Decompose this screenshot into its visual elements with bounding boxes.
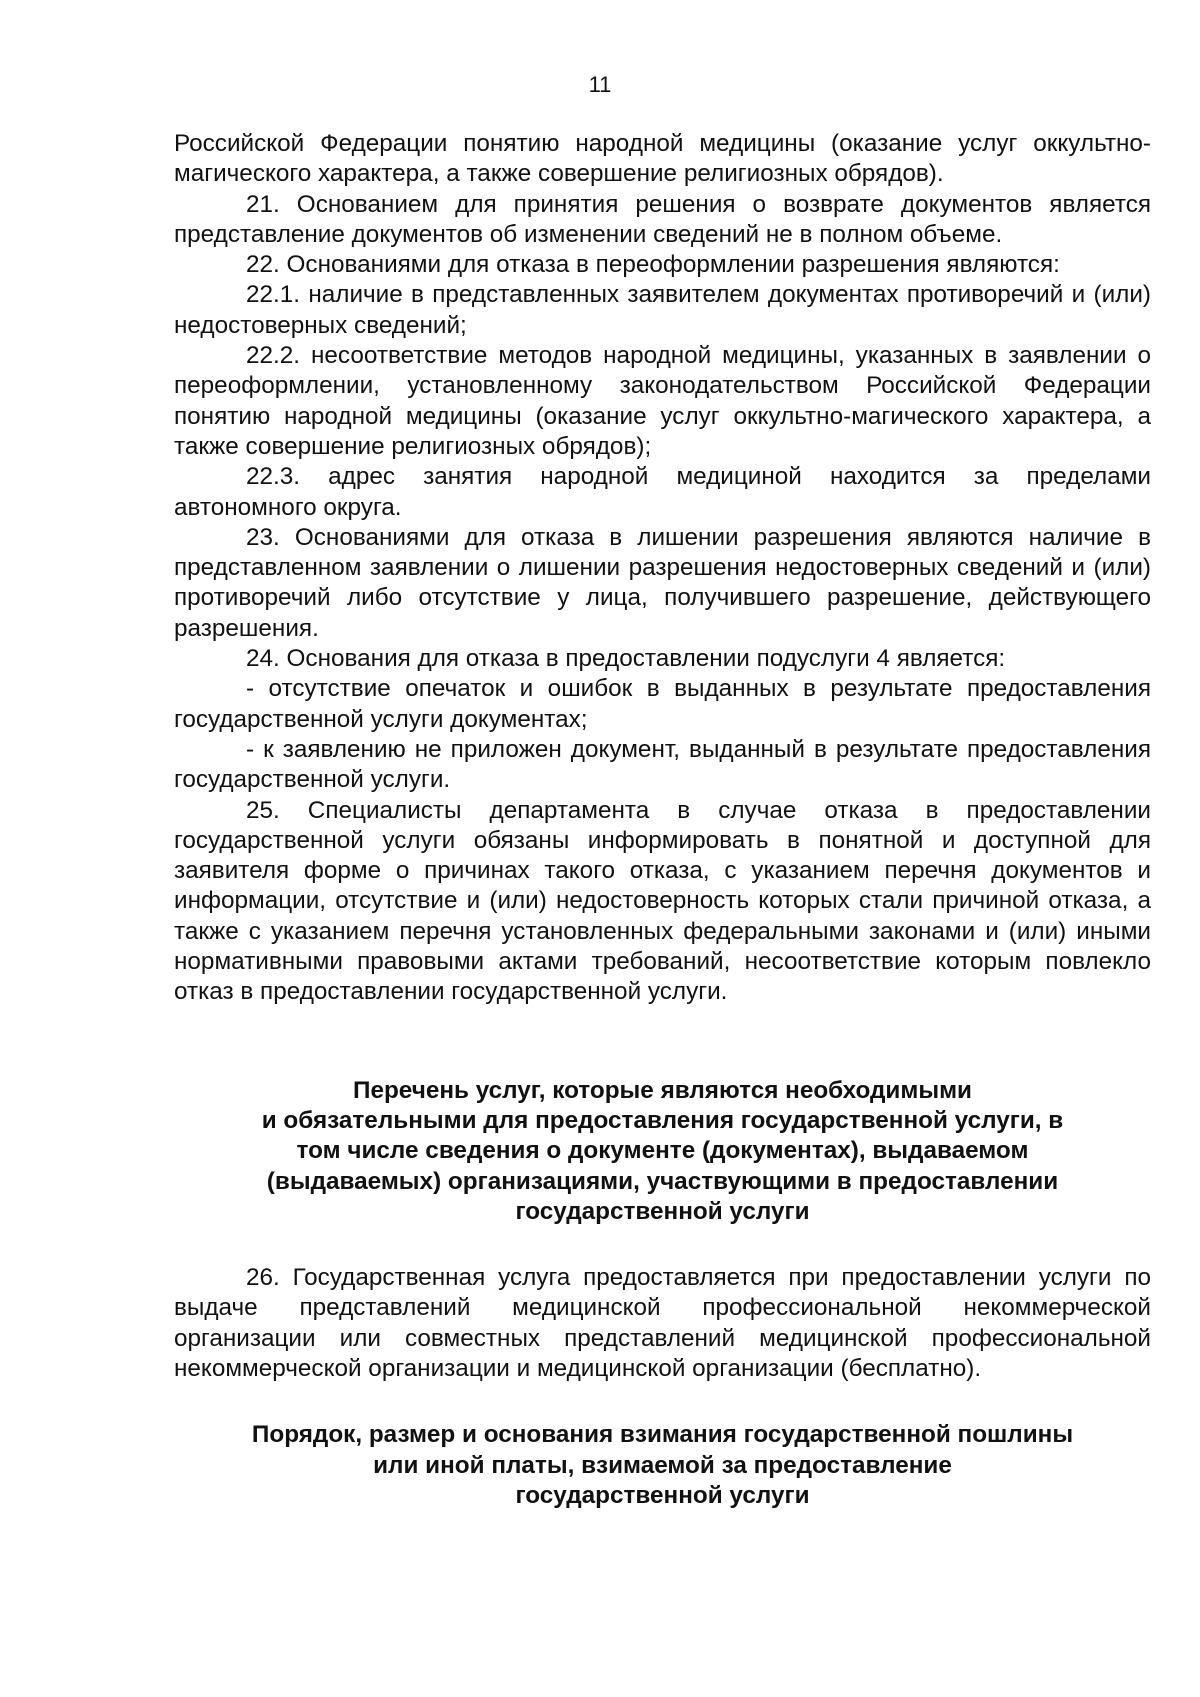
section-title-line: (выдаваемых) организациями, участвующими в предоставлении xyxy=(266,1167,1059,1195)
section-title-line: государственной услуги xyxy=(515,1481,810,1509)
section-title-line: Перечень услуг, которые являются необходимыми xyxy=(352,1076,972,1104)
section-title-state-fee xyxy=(174,1420,1151,1511)
document-body xyxy=(174,129,1151,1511)
section-title-line: том числе сведения о документе (документах), выдаваемом xyxy=(296,1137,1029,1165)
section-title-line: и обязательными для предоставления государственной услуги, в xyxy=(261,1106,1064,1134)
list-item-24-a: - отсутствие опечаток и ошибок в выданных в результате предоставления государственной услуги документах; xyxy=(174,675,1151,733)
section-title-line: Порядок, размер и основания взимания государственной пошлины xyxy=(251,1421,1074,1449)
section-title-line: государственной услуги xyxy=(515,1197,810,1225)
paragraph-continuation: Российской Федерации понятию народной медицины (оказание услуг оккультно-магического характера, а также совершение религиозных обрядов). xyxy=(174,130,1151,188)
list-item-24-b: - к заявлению не приложен документ, выданный в результате предоставления государственной услуги. xyxy=(174,735,1151,794)
paragraph-26: 26. Государственная услуга предоставляется при предоставлении услуги по выдаче представлений медицинской профессиональной некоммерческой организации или совместных представлений медицинской профессиональной некоммерческой организации и медицинской организации (бесплатно). xyxy=(174,1264,1151,1382)
paragraph-22-3: 22.3. адрес занятия народной медициной находится за пределами автономного округа. xyxy=(174,463,1151,521)
paragraph-24: 24. Основания для отказа в предоставлении подуслуги 4 является: xyxy=(246,645,1006,673)
page-number: 11 xyxy=(588,72,612,97)
section-title-services-list xyxy=(174,1076,1151,1227)
paragraph-22: 22. Основаниями для отказа в переоформлении разрешения являются: xyxy=(246,251,1060,279)
paragraph-25: 25. Специалисты департамента в случае отказа в предоставлении государственной услуги обязаны информировать в понятной и доступной для заявителя форме о причинах такого отказа, с указанием перечня документов и информации, отсутствие и (или) недостоверность которых стали причиной отказа, а также с указанием перечня установленных федеральными законами и (или) иными нормативными правовыми актами требований, несоответствие которым повлекло отказ в предоставлении государственной услуги. xyxy=(174,796,1151,1006)
paragraph-23: 23. Основаниями для отказа в лишении разрешения являются наличие в представленном заявлении о лишении разрешения недостоверных сведений и (или) противоречий либо отсутствие у лица, получившего разрешение, действующего разрешения. xyxy=(174,523,1151,642)
section-title-line: или иной платы, взимаемой за предоставление xyxy=(373,1451,952,1479)
paragraph-21: 21. Основанием для принятия решения о возврате документов является представление документов об изменении сведений не в полном объеме. xyxy=(174,190,1151,248)
paragraph-22-2: 22.2. несоответствие методов народной медицины, указанных в заявлении о переоформлении, установленному законодательством Российской Федерации понятию народной медицины (оказание услуг оккультно-магического характера, а также совершение религиозных обрядов); xyxy=(174,342,1151,460)
paragraph-22-1: 22.1. наличие в представленных заявителем документах противоречий и (или) недостоверных сведений; xyxy=(174,281,1151,339)
